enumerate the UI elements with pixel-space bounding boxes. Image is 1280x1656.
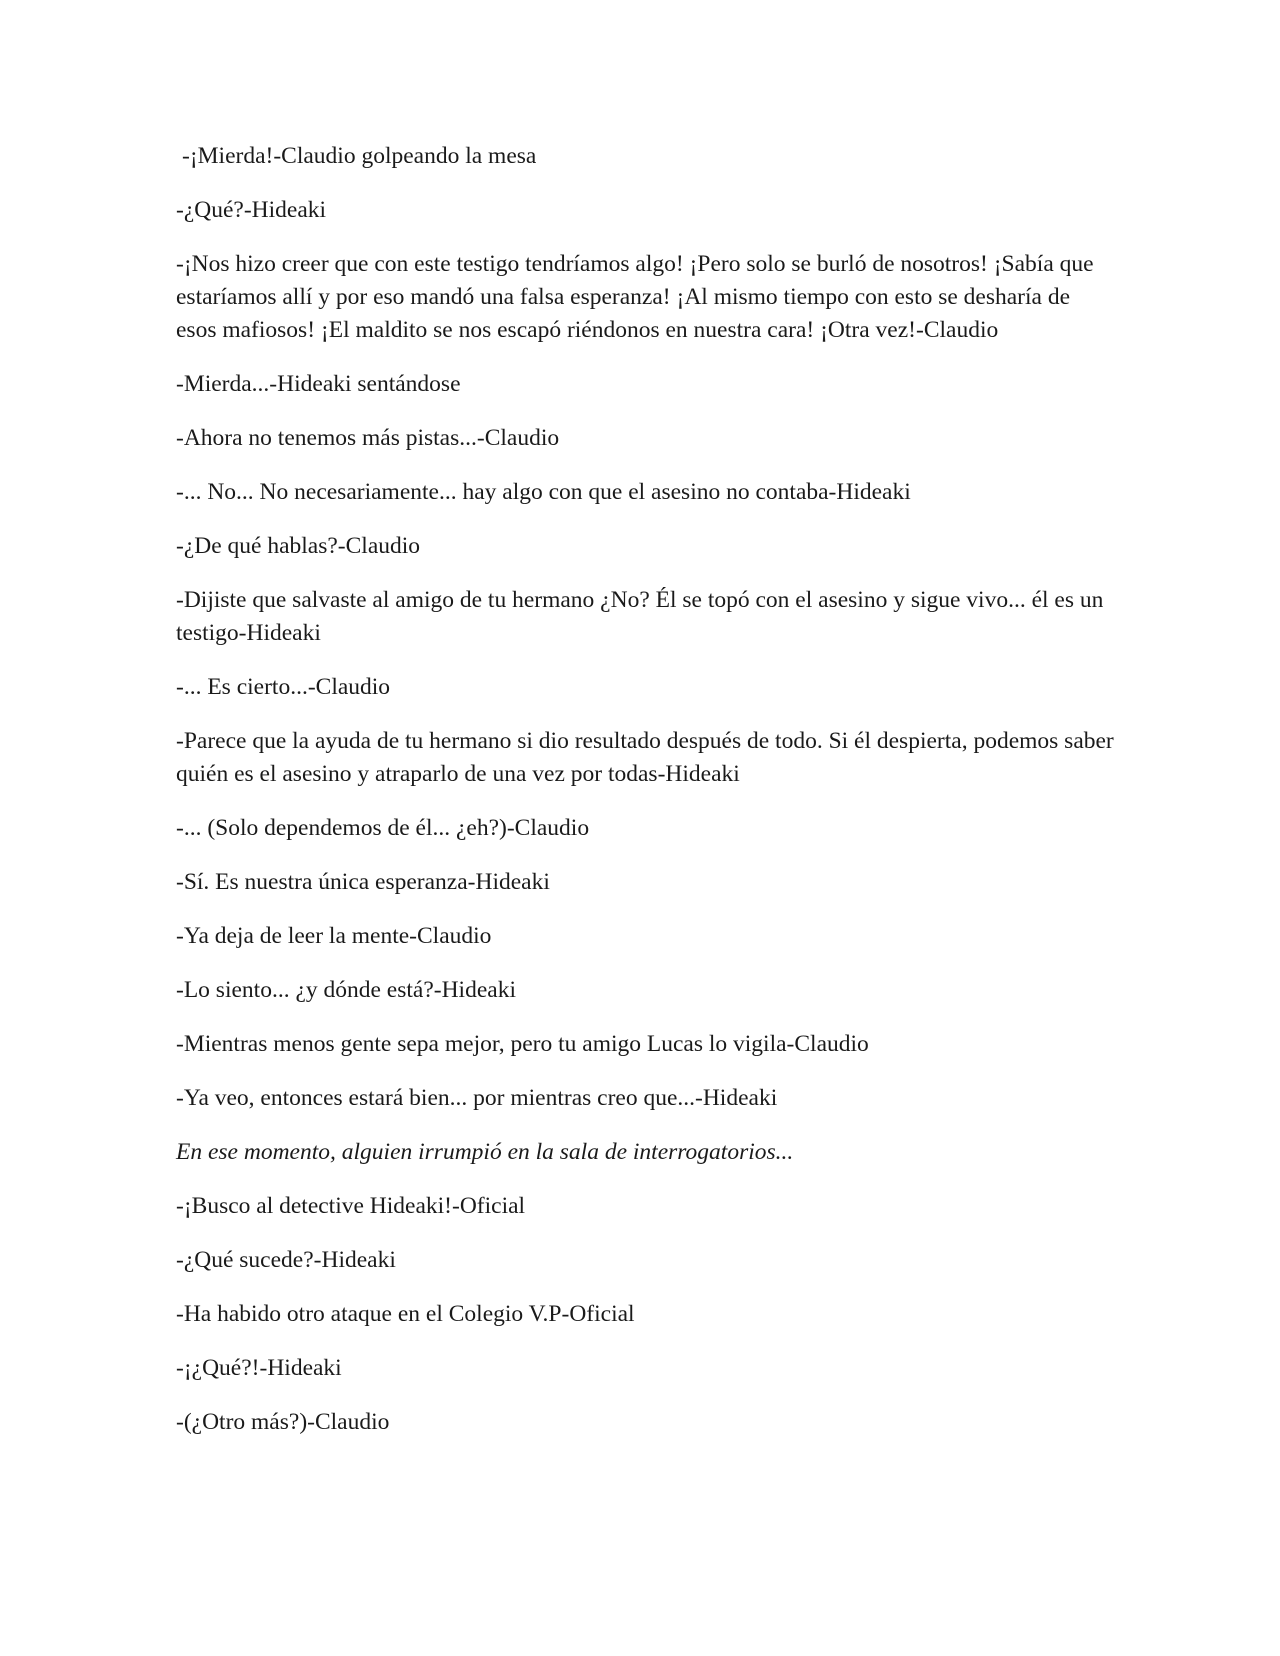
dialogue-line: -Ha habido otro ataque en el Colegio V.P-Oficial [176, 1301, 635, 1327]
dialogue-line: -... No... No necesariamente... hay algo con que el asesino no contaba-Hideaki [176, 479, 911, 505]
dialogue-line: -(¿Otro más?)-Claudio [176, 1409, 390, 1435]
dialogue-line: -Sí. Es nuestra única esperanza-Hideaki [176, 869, 550, 895]
dialogue-line: -Ya veo, entonces estará bien... por mientras creo que...-Hideaki [176, 1085, 778, 1111]
dialogue-line: -Ya deja de leer la mente-Claudio [176, 923, 492, 949]
dialogue-line: -¡Busco al detective Hideaki!-Oficial [176, 1193, 526, 1219]
dialogue-line: -Mierda...-Hideaki sentándose [176, 371, 461, 397]
dialogue-line: -¡Nos hizo creer que con este testigo tendríamos algo! ¡Pero solo se burló de nosotros! ¡Sabía que estaríamos allí y por eso mandó una falsa esperanza! ¡Al mismo tiempo con esto se desharía de esos mafiosos! ¡El maldito se nos escapó riéndonos en nuestra cara! ¡Otra vez!-Claudio [176, 251, 1094, 343]
dialogue-line: -Lo siento... ¿y dónde está?-Hideaki [176, 977, 516, 1003]
dialogue-line: -Dijiste que salvaste al amigo de tu hermano ¿No? Él se topó con el asesino y sigue vivo... él es un testigo-Hideaki [176, 587, 1104, 646]
dialogue-line: -... (Solo dependemos de él... ¿eh?)-Claudio [176, 815, 590, 841]
dialogue-line: -Ahora no tenemos más pistas...-Claudio [176, 425, 560, 451]
dialogue-line: -Parece que la ayuda de tu hermano si dio resultado después de todo. Si él despierta, podemos saber quién es el asesino y atraparlo de una vez por todas-Hideaki [176, 728, 1114, 787]
document-body [176, 140, 1116, 1460]
dialogue-line: -... Es cierto...-Claudio [176, 674, 391, 700]
dialogue-line: -¡¿Qué?!-Hideaki [176, 1355, 342, 1381]
dialogue-line: -¿De qué hablas?-Claudio [176, 533, 421, 559]
dialogue-line: -¿Qué sucede?-Hideaki [176, 1247, 396, 1273]
dialogue-line: -¡Mierda!-Claudio golpeando la mesa [182, 143, 537, 169]
dialogue-line: -¿Qué?-Hideaki [176, 197, 327, 223]
dialogue-line: -Mientras menos gente sepa mejor, pero tu amigo Lucas lo vigila-Claudio [176, 1031, 869, 1057]
narration-line: En ese momento, alguien irrumpió en la sala de interrogatorios... [176, 1139, 794, 1165]
